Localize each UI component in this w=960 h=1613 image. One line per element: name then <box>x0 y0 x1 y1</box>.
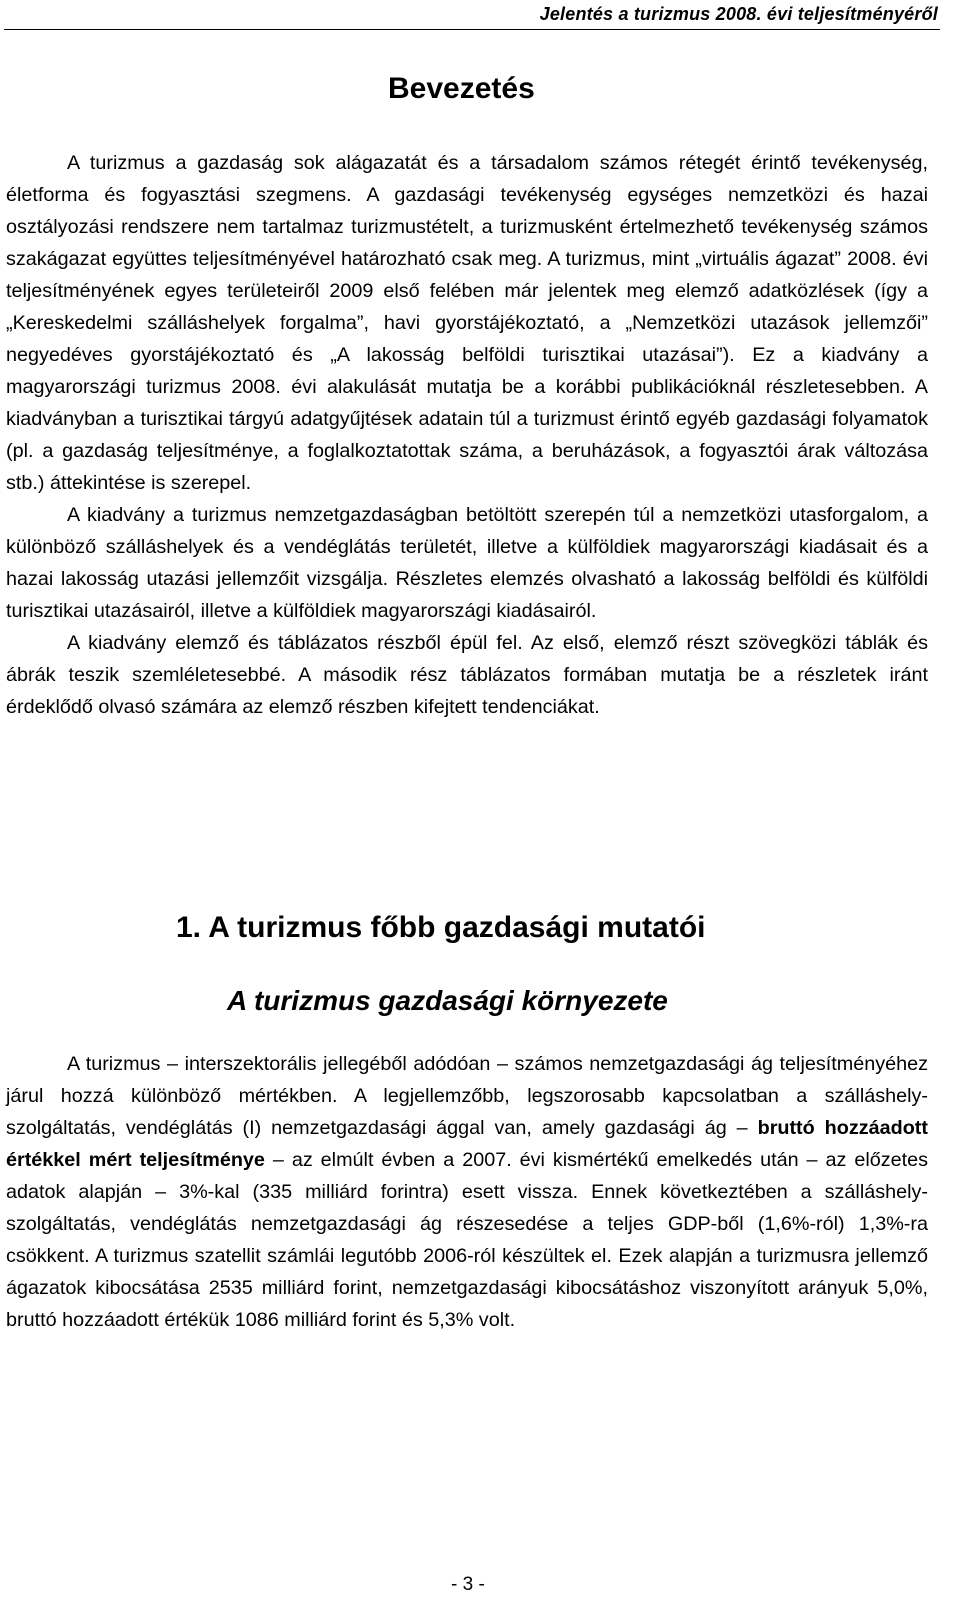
intro-paragraph-1: A turizmus a gazdaság sok alágazatát és a társadalom számos rétegét érintő tevékenység, életforma és fogyasztási szegmens. A gazdasági tevékenység egységes nemzetközi és hazai osztályozási rendszere nem tartalmaz turizmustételt, a turizmusként értelmezhető tevékenység számos szakágazat együttes teljesítményével határozható csak meg. A turizmus, mint „virtuális ágazat” 2008. évi teljesítményének egyes területeiről 2009 első felében már jelentek meg elemző adatközlések (így a „Kereskedelmi szálláshelyek forgalma”, havi gyorstájékoztató, a „Nemzetközi utazások jellemzői” negyedéves gyorstájékoztató és „A lakosság belföldi turisztikai utazásai”). Ez a kiadvány a magyarországi turizmus 2008. évi alakulását mutatja be a korábbi publikációknál részletesebben. A kiadványban a turisztikai tárgyú adatgyűjtések adatain túl a turizmust érintő egyéb gazdasági folyamatok (pl. a gazdaság teljesítménye, a foglalkoztatottak száma, a beruházások, a fogyasztói árak változása stb.) áttekintése is szerepel. <box>6 152 928 494</box>
intro-title: Bevezetés <box>388 72 535 105</box>
page-number: - 3 - <box>451 1574 485 1595</box>
running-header: Jelentés a turizmus 2008. évi teljesítményéről <box>539 4 938 24</box>
section-paragraph-emphasis: bruttó hozzáadott értékkel mért teljesítménye <box>6 1117 928 1171</box>
intro-body <box>6 147 928 723</box>
header-divider <box>4 29 940 30</box>
section-body <box>6 1048 928 1336</box>
section-paragraph <box>6 1048 928 1336</box>
intro-paragraph-2: A kiadvány a turizmus nemzetgazdaságban betöltött szerepén túl a nemzetközi utasforgalom, a különböző szálláshelyek és a vendéglátás területét, illetve a külföldiek magyarországi kiadásait és a hazai lakosság utazási jellemzőit vizsgálja. Részletes elemzés olvasható a lakosság belföldi és külföldi turisztikai utazásairól, illetve a külföldiek magyarországi kiadásairól. <box>6 504 928 622</box>
section-paragraph-start: A turizmus – interszektorális jellegéből adódóan – számos nemzetgazdasági ág teljesítményéhez járul hozzá különböző mértékben. A legjellemzőbb, legszorosabb kapcsolatban a szálláshely-szolgáltatás, vendéglátás (I) nemzetgazdasági ággal van, amely gazdasági ág – <box>6 1053 928 1139</box>
intro-paragraph-3: A kiadvány elemző és táblázatos részből épül fel. Az első, elemző részt szövegközi táblák és ábrák teszik szemléletesebbé. A második rész táblázatos formában mutatja be a részletek iránt érdeklődő olvasó számára az elemző részben kifejtett tendenciákat. <box>6 632 928 718</box>
section-heading: 1. A turizmus főbb gazdasági mutatói <box>176 911 706 944</box>
section-paragraph-end: – az elmúlt évben a 2007. évi kismértékű emelkedés után – az előzetes adatok alapján – 3%-kal (335 milliárd forintra) esett vissza. Ennek következtében a szálláshely-szolgáltatás, vendéglátás nemzetgazdasági ág részesedése a teljes GDP-ből (1,6%-ról) 1,3%-ra csökkent. A turizmus szatellit számlái legutóbb 2006-ról készültek el. Ezek alapján a turizmusra jellemző ágazatok kibocsátása 2535 milliárd forint, nemzetgazdasági kibocsátáshoz viszonyított arányuk 5,0%, bruttó hozzáadott értékük 1086 milliárd forint és 5,3% volt. <box>6 1149 929 1331</box>
section-subheading: A turizmus gazdasági környezete <box>227 985 668 1016</box>
